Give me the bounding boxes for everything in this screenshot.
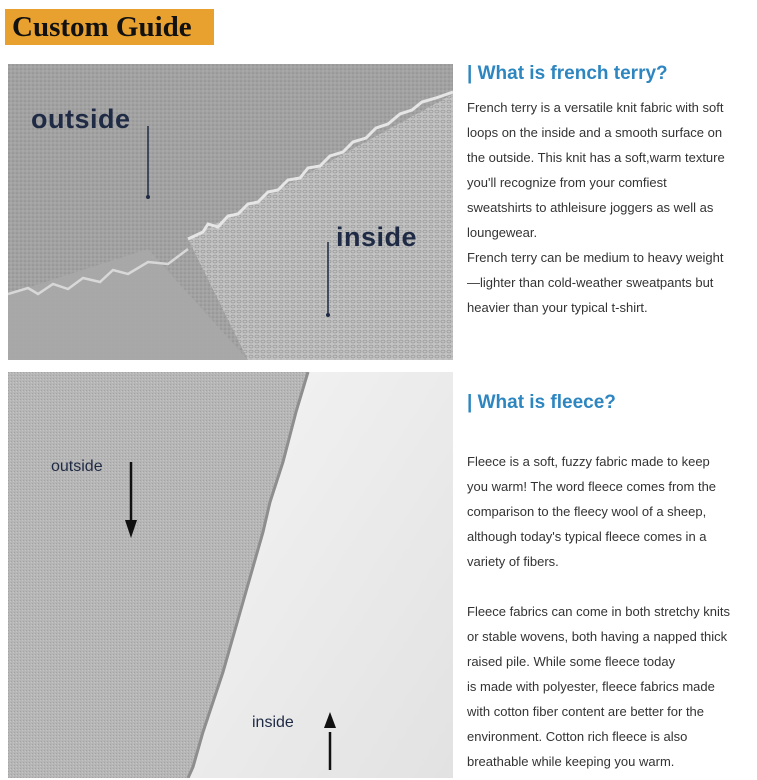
body-line: breathable while keeping you warm. <box>467 754 675 769</box>
fleece-section <box>467 391 752 774</box>
title-badge <box>5 9 214 45</box>
fleece-fabric-illustration <box>8 372 453 778</box>
body-line: you'll recognize from your comfiest <box>467 175 667 190</box>
body-line: loungewear. <box>467 225 538 240</box>
section-body <box>467 449 752 774</box>
body-line: raised pile. While some fleece today <box>467 654 676 669</box>
label-inside: inside <box>336 222 418 252</box>
body-line: —lighter than cold-weather sweatpants but <box>467 275 714 290</box>
body-line: loops on the inside and a smooth surface on <box>467 125 723 140</box>
body-line: although today's typical fleece comes in a <box>467 529 707 544</box>
body-line: French terry can be medium to heavy weight <box>467 250 724 265</box>
body-line: with cotton fiber content are better for the <box>467 704 705 719</box>
body-line: Fleece fabrics can come in both stretchy knits <box>467 604 731 619</box>
french-terry-image <box>8 64 453 360</box>
body-line: variety of fibers. <box>467 554 559 569</box>
body-line: French terry is a versatile knit fabric with soft <box>467 100 724 115</box>
body-line: or stable wovens, both having a napped thick <box>467 629 728 644</box>
paragraph-gap <box>467 574 752 599</box>
body-line: Fleece is a soft, fuzzy fabric made to keep <box>467 454 710 469</box>
section-heading: | What is french terry? <box>467 63 668 84</box>
body-line: heavier than your typical t-shirt. <box>467 300 648 315</box>
body-line: comparison to the fleecy wool of a sheep, <box>467 504 707 519</box>
fleece-image <box>8 372 453 778</box>
page-title: Custom Guide <box>12 11 192 43</box>
body-line: environment. Cotton rich fleece is also <box>467 729 688 744</box>
label-outside: outside <box>31 104 131 134</box>
label-outside: outside <box>51 458 103 475</box>
section-heading: | What is fleece? <box>467 392 616 413</box>
label-inside: inside <box>252 714 294 731</box>
body-line: sweatshirts to athleisure joggers as well as <box>467 200 714 215</box>
section-body <box>467 95 752 320</box>
body-line: the outside. This knit has a soft,warm texture <box>467 150 725 165</box>
body-line: is made with polyester, fleece fabrics made <box>467 679 715 694</box>
french-terry-section <box>467 62 752 320</box>
body-line: you warm! The word fleece comes from the <box>467 479 717 494</box>
